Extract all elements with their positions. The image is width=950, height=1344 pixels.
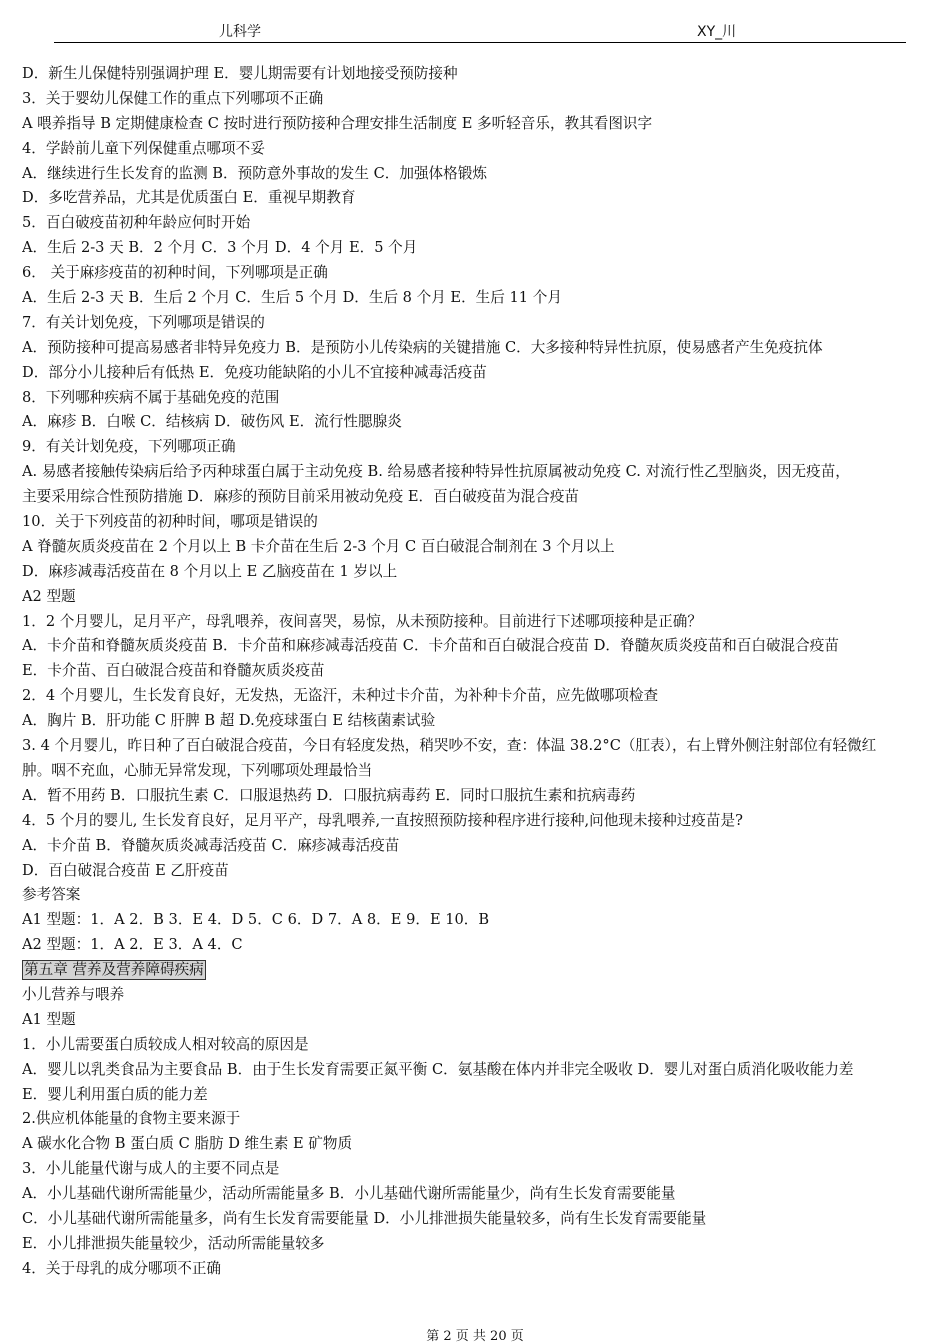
options-line: A．麻疹 B．白喉 C．结核病 D．破伤风 E．流行性腮腺炎 [22,413,402,431]
question-line: 2．4 个月婴儿，生长发育良好，无发热，无盗汗，未种过卡介苗，为补种卡介苗，应先做哪项检查 [22,687,659,705]
section-label: A1 型题 [22,1010,76,1028]
options-line: A．胸片 B．肝功能 C 肝脾 B 超 D.免疫球蛋白 E 结核菌素试验 [22,712,436,730]
question-line: 1．2 个月婴儿，足月平产，母乳喂养，夜间喜哭，易惊，从未预防接种。目前进行下述哪项接种是正确？ [22,612,702,630]
options-line: D．百白破混合疫苗 E 乙肝疫苗 [22,861,229,879]
options-line: A 脊髓灰质炎疫苗在 2 个月以上 B 卡介苗在生后 2-3 个月 C 百白破混合制剂在 3 个月以上 [22,537,615,555]
question-line: 7．有关计划免疫，下列哪项是错误的 [22,313,265,331]
options-line: E．卡介苗、百白破混合疫苗和脊髓灰质炎疫苗 [22,662,325,680]
options-line: A．生后 2-3 天 B．2 个月 C．3 个月 D．4 个月 E．5 个月 [22,239,418,257]
question-line: 3. 4 个月婴儿，昨日种了百白破混合疫苗，今日有轻度发热，稍哭吵不安，查：体温 38.2°C（肛表），右上臂外侧注射部位有轻微红 [22,737,877,755]
options-line: D．部分小儿接种后有低热 E．免疫功能缺陷的小儿不宜接种减毒活疫苗 [22,363,487,381]
options-line: A 碳水化合物 B 蛋白质 C 脂肪 D 维生素 E 矿物质 [22,1135,353,1153]
text-line: D．新生儿保健特别强调护理 E．婴儿期需要有计划地接受预防接种 [22,65,458,82]
options-line: A．继续进行生长发育的监测 B．预防意外事故的发生 C．加强体格锻炼 [22,164,487,182]
page-number: 第 2 页 共 20 页 [426,1329,524,1344]
chapter-heading: 第五章 营养及营养障碍疾病 [24,961,204,979]
question-line: 3．小儿能量代谢与成人的主要不同点是 [22,1160,280,1178]
question-line: 4．关于母乳的成分哪项不正确 [22,1259,222,1277]
options-line: A．生后 2-3 天 B．生后 2 个月 C．生后 5 个月 D．生后 8 个月 E．生后 11 个月 [22,289,562,307]
question-line: 5．百白破疫苗初种年龄应何时开始 [22,214,251,232]
options-line: A 喂养指导 B 定期健康检查 C 按时进行预防接种合理安排生活制度 E 多听轻音乐，教其看图识字 [22,114,653,132]
question-line: 4．学龄前儿童下列保健重点哪项不妥 [22,139,265,157]
question-line: 4．5 个月的婴儿, 生长发育良好，足月平产，母乳喂养,一直按照预防接种程序进行接种,问他现未接种过疫苗是? [22,811,743,829]
options-line: D．多吃营养品，尤其是优质蛋白 E．重视早期教育 [22,189,356,207]
question-line: 9．有关计划免疫，下列哪项正确 [22,438,236,456]
options-line: E．小儿排泄损失能量较少，活动所需能量较多 [22,1234,325,1252]
question-line: 6． 关于麻疹疫苗的初种时间，下列哪项是正确 [22,264,328,282]
question-line: 1．小儿需要蛋白质较成人相对较高的原因是 [22,1035,309,1053]
options-line: 主要采用综合性预防措施 D．麻疹的预防目前采用被动免疫 E．百白破疫苗为混合疫苗 [22,488,580,506]
header-author: XY_川 [697,24,737,40]
options-line: A．预防接种可提高易感者非特异免疫力 B．是预防小儿传染病的关键措施 C．大多接种特异性抗原，使易感者产生免疫抗体 [22,338,823,356]
options-line: A. 易感者接触传染病后给予丙种球蛋白属于主动免疫 B. 给易感者接种特异性抗原属被动免疫 C. 对流行性乙型脑炎，因无疫苗， [22,463,850,481]
options-line: E．婴儿利用蛋白质的能力差 [22,1085,208,1103]
question-line: 肿。咽不充血，心肺无异常发现，下列哪项处理最恰当 [22,761,373,779]
page-header [54,18,906,43]
question-line: 8．下列哪种疾病不属于基础免疫的范围 [22,388,280,406]
question-line: 2.供应机体能量的食物主要来源于 [22,1110,241,1128]
section-heading: 小儿营养与喂养 [22,985,125,1003]
options-line: A．婴儿以乳类食品为主要食品 B．由于生长发育需要正氮平衡 C．氨基酸在体内并非完全吸收 D．婴儿对蛋白质消化吸收能力差 [22,1060,854,1078]
options-line: A．暂不用药 B．口服抗生素 C．口服退热药 D．口服抗病毒药 E．同时口服抗生素和抗病毒药 [22,786,636,804]
options-line: D．麻疹减毒活疫苗在 8 个月以上 E 乙脑疫苗在 1 岁以上 [22,562,398,580]
answers-line: A1 型题：1．A 2．B 3．E 4．D 5．C 6．D 7．A 8．E 9．E 10．B [22,911,490,929]
options-line: A．卡介苗 B．脊髓灰质炎减毒活疫苗 C．麻疹减毒活疫苗 [22,836,400,854]
chapter-heading-row [22,958,912,983]
answers-line: A2 型题：1．A 2．E 3．A 4．C [22,936,243,954]
document-body [22,62,912,1282]
question-line: 10．关于下列疫苗的初种时间，哪项是错误的 [22,513,318,531]
options-line: A．小儿基础代谢所需能量少，活动所需能量多 B．小儿基础代谢所需能量少，尚有生长发育需要能量 [22,1185,676,1203]
options-line: C．小儿基础代谢所需能量多，尚有生长发育需要能量 D．小儿排泄损失能量较多，尚有生长发育需要能量 [22,1209,707,1227]
section-label: A2 型题 [22,587,76,605]
question-line: 3．关于婴幼儿保健工作的重点下列哪项不正确 [22,89,324,107]
options-line: A．卡介苗和脊髓灰质炎疫苗 B．卡介苗和麻疹减毒活疫苗 C．卡介苗和百白破混合疫苗 D．脊髓灰质炎疫苗和百白破混合疫苗 [22,637,839,655]
header-subject: 儿科学 [219,24,261,40]
answers-heading: 参考答案 [22,886,81,904]
